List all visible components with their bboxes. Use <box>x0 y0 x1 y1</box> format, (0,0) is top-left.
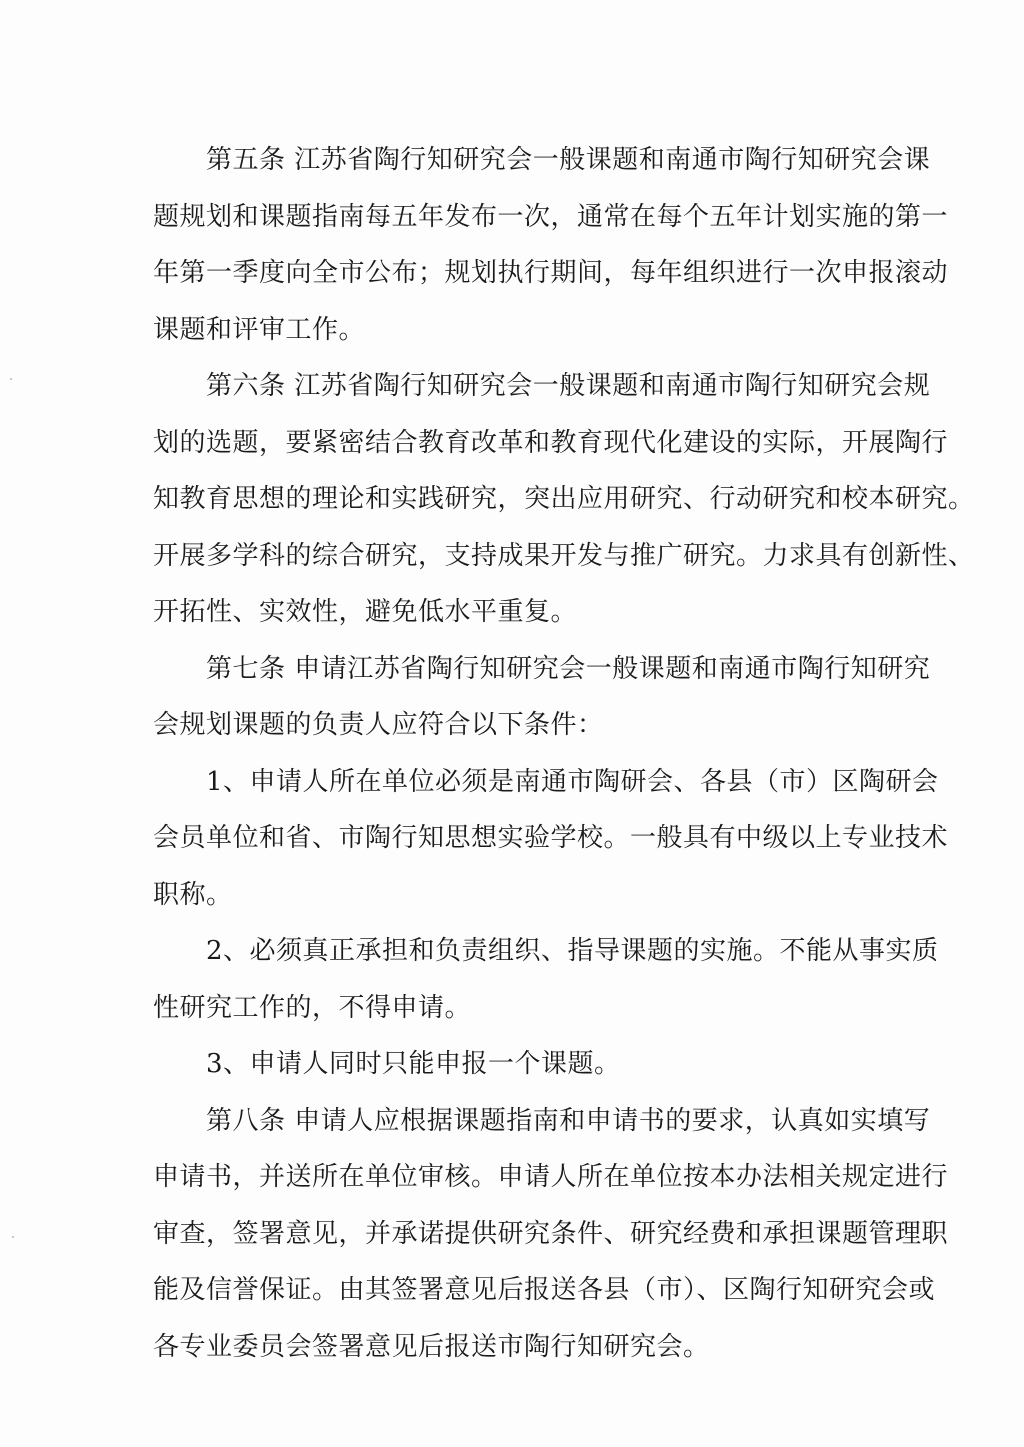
text-line: 审查，签署意见，并承诺提供研究条件、研究经费和承担课题管理职 <box>153 1219 949 1249</box>
scan-speck <box>12 1236 14 1238</box>
text-line: 划的选题，要紧密结合教育改革和教育现代化建设的实际，开展陶行 <box>153 428 949 458</box>
text-line: 1、申请人所在单位必须是南通市陶研会、各县（市）区陶研会 <box>206 767 939 797</box>
text-line: 课题和评审工作。 <box>153 315 366 345</box>
text-line: 知教育思想的理论和实践研究，突出应用研究、行动研究和校本研究。 <box>153 484 975 514</box>
text-line: 题规划和课题指南每五年发布一次，通常在每个五年计划实施的第一 <box>153 202 949 232</box>
text-line: 年第一季度向全市公布；规划执行期间，每年组织进行一次申报滚动 <box>153 258 949 288</box>
scan-speck <box>10 378 12 380</box>
text-line: 会员单位和省、市陶行知思想实验学校。一般具有中级以上专业技术 <box>153 823 949 853</box>
text-line: 性研究工作的，不得申请。 <box>153 993 472 1023</box>
text-line: 第七条 申请江苏省陶行知研究会一般课题和南通市陶行知研究 <box>206 654 931 684</box>
text-line: 会规划课题的负责人应符合以下条件： <box>153 710 604 740</box>
text-line: 第五条 江苏省陶行知研究会一般课题和南通市陶行知研究会课 <box>206 145 931 175</box>
text-line: 开拓性、实效性，避免低水平重复。 <box>153 597 578 627</box>
text-line: 能及信誉保证。由其签署意见后报送各县（市）、区陶行知研究会或 <box>153 1275 936 1305</box>
text-line: 开展多学科的综合研究，支持成果开发与推广研究。力求具有创新性、 <box>153 541 975 571</box>
text-line: 2、必须真正承担和负责组织、指导课题的实施。不能从事实质 <box>206 936 939 966</box>
text-line: 职称。 <box>153 880 233 910</box>
text-line: 第六条 江苏省陶行知研究会一般课题和南通市陶行知研究会规 <box>206 371 931 401</box>
text-line: 各专业委员会签署意见后报送市陶行知研究会。 <box>153 1332 710 1362</box>
text-line: 申请书，并送所在单位审核。申请人所在单位按本办法相关规定进行 <box>153 1162 949 1192</box>
text-line: 第八条 申请人应根据课题指南和申请书的要求，认真如实填写 <box>206 1106 931 1136</box>
text-line: 3、申请人同时只能申报一个课题。 <box>206 1049 621 1079</box>
